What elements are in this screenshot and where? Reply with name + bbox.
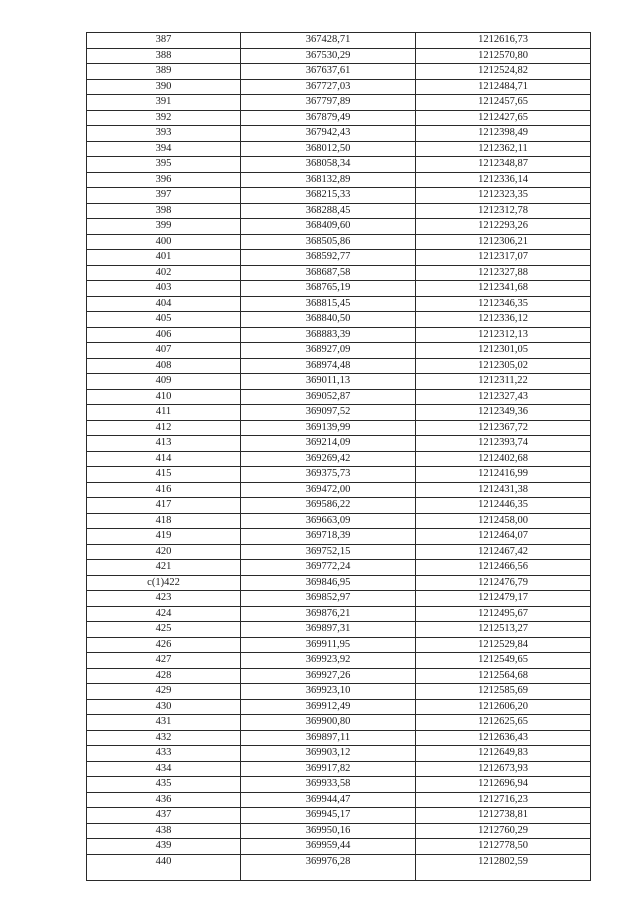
table-row (87, 637, 591, 653)
x-coordinate-cell: 369852,97 (241, 591, 416, 607)
point-number-cell: 392 (87, 110, 241, 126)
table-row (87, 591, 591, 607)
x-coordinate-cell: 369923,92 (241, 653, 416, 669)
coordinates-table-body (87, 33, 591, 881)
table-row (87, 777, 591, 793)
table-row (87, 467, 591, 483)
point-number-cell: 402 (87, 265, 241, 281)
y-coordinate-cell: 1212464,07 (416, 529, 591, 545)
point-number-cell: 432 (87, 730, 241, 746)
table-row (87, 622, 591, 638)
point-number-cell: 436 (87, 792, 241, 808)
table-row (87, 141, 591, 157)
point-number-cell: 401 (87, 250, 241, 266)
y-coordinate-cell: 1212467,42 (416, 544, 591, 560)
y-coordinate-cell: 1212606,20 (416, 699, 591, 715)
x-coordinate-cell: 368132,89 (241, 172, 416, 188)
x-coordinate-cell: 367637,61 (241, 64, 416, 80)
y-coordinate-cell: 1212402,68 (416, 451, 591, 467)
point-number-cell: 393 (87, 126, 241, 142)
point-number-cell: 425 (87, 622, 241, 638)
y-coordinate-cell: 1212495,67 (416, 606, 591, 622)
point-number-cell: 404 (87, 296, 241, 312)
point-number-cell: 426 (87, 637, 241, 653)
table-row (87, 730, 591, 746)
point-number-cell: 412 (87, 420, 241, 436)
point-number-cell: 433 (87, 746, 241, 762)
y-coordinate-cell: 1212306,21 (416, 234, 591, 250)
table-row (87, 653, 591, 669)
point-number-cell: 427 (87, 653, 241, 669)
x-coordinate-cell: 369876,21 (241, 606, 416, 622)
table-row (87, 792, 591, 808)
x-coordinate-cell: 369923,10 (241, 684, 416, 700)
y-coordinate-cell: 1212696,94 (416, 777, 591, 793)
x-coordinate-cell: 369214,09 (241, 436, 416, 452)
y-coordinate-cell: 1212760,29 (416, 823, 591, 839)
y-coordinate-cell: 1212416,99 (416, 467, 591, 483)
point-number-cell: c(1)422 (87, 575, 241, 591)
y-coordinate-cell: 1212524,82 (416, 64, 591, 80)
x-coordinate-cell: 369663,09 (241, 513, 416, 529)
table-row (87, 358, 591, 374)
point-number-cell: 395 (87, 157, 241, 173)
point-number-cell: 398 (87, 203, 241, 219)
point-number-cell: 419 (87, 529, 241, 545)
y-coordinate-cell: 1212398,49 (416, 126, 591, 142)
point-number-cell: 414 (87, 451, 241, 467)
y-coordinate-cell: 1212778,50 (416, 839, 591, 855)
y-coordinate-cell: 1212317,07 (416, 250, 591, 266)
x-coordinate-cell: 369269,42 (241, 451, 416, 467)
y-coordinate-cell: 1212348,87 (416, 157, 591, 173)
point-number-cell: 415 (87, 467, 241, 483)
x-coordinate-cell: 369011,13 (241, 374, 416, 390)
point-number-cell: 413 (87, 436, 241, 452)
table-row (87, 699, 591, 715)
table-row (87, 234, 591, 250)
y-coordinate-cell: 1212513,27 (416, 622, 591, 638)
point-number-cell: 440 (87, 854, 241, 880)
point-number-cell: 435 (87, 777, 241, 793)
y-coordinate-cell: 1212312,78 (416, 203, 591, 219)
y-coordinate-cell: 1212341,68 (416, 281, 591, 297)
y-coordinate-cell: 1212312,13 (416, 327, 591, 343)
point-number-cell: 390 (87, 79, 241, 95)
point-number-cell: 437 (87, 808, 241, 824)
table-row (87, 203, 591, 219)
point-number-cell: 391 (87, 95, 241, 111)
x-coordinate-cell: 369897,31 (241, 622, 416, 638)
x-coordinate-cell: 369375,73 (241, 467, 416, 483)
table-row (87, 79, 591, 95)
point-number-cell: 429 (87, 684, 241, 700)
point-number-cell: 408 (87, 358, 241, 374)
point-number-cell: 421 (87, 560, 241, 576)
x-coordinate-cell: 369944,47 (241, 792, 416, 808)
point-number-cell: 396 (87, 172, 241, 188)
y-coordinate-cell: 1212616,73 (416, 33, 591, 49)
y-coordinate-cell: 1212476,79 (416, 575, 591, 591)
point-number-cell: 434 (87, 761, 241, 777)
point-number-cell: 439 (87, 839, 241, 855)
table-row (87, 498, 591, 514)
x-coordinate-cell: 367530,29 (241, 48, 416, 64)
point-number-cell: 409 (87, 374, 241, 390)
x-coordinate-cell: 368815,45 (241, 296, 416, 312)
table-row (87, 374, 591, 390)
point-number-cell: 397 (87, 188, 241, 204)
table-row (87, 823, 591, 839)
x-coordinate-cell: 368058,34 (241, 157, 416, 173)
x-coordinate-cell: 367942,43 (241, 126, 416, 142)
point-number-cell: 431 (87, 715, 241, 731)
x-coordinate-cell: 369976,28 (241, 854, 416, 880)
table-row (87, 343, 591, 359)
y-coordinate-cell: 1212636,43 (416, 730, 591, 746)
y-coordinate-cell: 1212427,65 (416, 110, 591, 126)
table-row (87, 761, 591, 777)
x-coordinate-cell: 369586,22 (241, 498, 416, 514)
table-row (87, 296, 591, 312)
x-coordinate-cell: 369718,39 (241, 529, 416, 545)
point-number-cell: 423 (87, 591, 241, 607)
table-row (87, 219, 591, 235)
table-row (87, 808, 591, 824)
table-row (87, 389, 591, 405)
y-coordinate-cell: 1212431,38 (416, 482, 591, 498)
y-coordinate-cell: 1212673,93 (416, 761, 591, 777)
x-coordinate-cell: 369927,26 (241, 668, 416, 684)
x-coordinate-cell: 369911,95 (241, 637, 416, 653)
y-coordinate-cell: 1212301,05 (416, 343, 591, 359)
point-number-cell: 388 (87, 48, 241, 64)
y-coordinate-cell: 1212293,26 (416, 219, 591, 235)
y-coordinate-cell: 1212549,65 (416, 653, 591, 669)
y-coordinate-cell: 1212484,71 (416, 79, 591, 95)
point-number-cell: 399 (87, 219, 241, 235)
table-row (87, 482, 591, 498)
x-coordinate-cell: 367797,89 (241, 95, 416, 111)
y-coordinate-cell: 1212323,35 (416, 188, 591, 204)
table-row (87, 606, 591, 622)
table-row (87, 95, 591, 111)
y-coordinate-cell: 1212367,72 (416, 420, 591, 436)
table-row (87, 436, 591, 452)
y-coordinate-cell: 1212802,59 (416, 854, 591, 880)
y-coordinate-cell: 1212349,36 (416, 405, 591, 421)
y-coordinate-cell: 1212327,43 (416, 389, 591, 405)
x-coordinate-cell: 368215,33 (241, 188, 416, 204)
y-coordinate-cell: 1212585,69 (416, 684, 591, 700)
y-coordinate-cell: 1212457,65 (416, 95, 591, 111)
x-coordinate-cell: 368687,58 (241, 265, 416, 281)
table-row (87, 668, 591, 684)
table-row (87, 854, 591, 880)
table-row (87, 513, 591, 529)
point-number-cell: 387 (87, 33, 241, 49)
x-coordinate-cell: 368592,77 (241, 250, 416, 266)
point-number-cell: 403 (87, 281, 241, 297)
x-coordinate-cell: 368927,09 (241, 343, 416, 359)
table-row (87, 529, 591, 545)
y-coordinate-cell: 1212327,88 (416, 265, 591, 281)
table-row (87, 575, 591, 591)
y-coordinate-cell: 1212362,11 (416, 141, 591, 157)
point-number-cell: 430 (87, 699, 241, 715)
table-row (87, 33, 591, 49)
x-coordinate-cell: 369772,24 (241, 560, 416, 576)
point-number-cell: 410 (87, 389, 241, 405)
x-coordinate-cell: 368883,39 (241, 327, 416, 343)
x-coordinate-cell: 369917,82 (241, 761, 416, 777)
table-row (87, 157, 591, 173)
x-coordinate-cell: 367428,71 (241, 33, 416, 49)
table-row (87, 126, 591, 142)
x-coordinate-cell: 369900,80 (241, 715, 416, 731)
point-number-cell: 405 (87, 312, 241, 328)
point-number-cell: 417 (87, 498, 241, 514)
x-coordinate-cell: 369945,17 (241, 808, 416, 824)
table-row (87, 405, 591, 421)
table-row (87, 684, 591, 700)
x-coordinate-cell: 369097,52 (241, 405, 416, 421)
x-coordinate-cell: 369912,49 (241, 699, 416, 715)
point-number-cell: 411 (87, 405, 241, 421)
x-coordinate-cell: 368765,19 (241, 281, 416, 297)
table-row (87, 327, 591, 343)
coordinates-table (86, 32, 591, 881)
x-coordinate-cell: 368012,50 (241, 141, 416, 157)
x-coordinate-cell: 367879,49 (241, 110, 416, 126)
table-row (87, 188, 591, 204)
table-row (87, 172, 591, 188)
x-coordinate-cell: 369933,58 (241, 777, 416, 793)
x-coordinate-cell: 368840,50 (241, 312, 416, 328)
point-number-cell: 438 (87, 823, 241, 839)
table-row (87, 451, 591, 467)
y-coordinate-cell: 1212336,12 (416, 312, 591, 328)
y-coordinate-cell: 1212625,65 (416, 715, 591, 731)
point-number-cell: 418 (87, 513, 241, 529)
y-coordinate-cell: 1212649,83 (416, 746, 591, 762)
y-coordinate-cell: 1212305,02 (416, 358, 591, 374)
y-coordinate-cell: 1212570,80 (416, 48, 591, 64)
point-number-cell: 400 (87, 234, 241, 250)
x-coordinate-cell: 369846,95 (241, 575, 416, 591)
point-number-cell: 406 (87, 327, 241, 343)
table-row (87, 48, 591, 64)
x-coordinate-cell: 369139,99 (241, 420, 416, 436)
table-row (87, 265, 591, 281)
table-row (87, 110, 591, 126)
table-row (87, 250, 591, 266)
y-coordinate-cell: 1212716,23 (416, 792, 591, 808)
y-coordinate-cell: 1212393,74 (416, 436, 591, 452)
point-number-cell: 416 (87, 482, 241, 498)
point-number-cell: 420 (87, 544, 241, 560)
x-coordinate-cell: 369950,16 (241, 823, 416, 839)
table-row (87, 420, 591, 436)
y-coordinate-cell: 1212446,35 (416, 498, 591, 514)
x-coordinate-cell: 368288,45 (241, 203, 416, 219)
table-row (87, 544, 591, 560)
y-coordinate-cell: 1212346,35 (416, 296, 591, 312)
x-coordinate-cell: 369897,11 (241, 730, 416, 746)
x-coordinate-cell: 368409,60 (241, 219, 416, 235)
table-row (87, 715, 591, 731)
point-number-cell: 428 (87, 668, 241, 684)
y-coordinate-cell: 1212529,84 (416, 637, 591, 653)
x-coordinate-cell: 368505,86 (241, 234, 416, 250)
table-row (87, 746, 591, 762)
table-row (87, 312, 591, 328)
y-coordinate-cell: 1212336,14 (416, 172, 591, 188)
y-coordinate-cell: 1212466,56 (416, 560, 591, 576)
x-coordinate-cell: 369472,00 (241, 482, 416, 498)
table-row (87, 560, 591, 576)
x-coordinate-cell: 369752,15 (241, 544, 416, 560)
point-number-cell: 424 (87, 606, 241, 622)
point-number-cell: 394 (87, 141, 241, 157)
table-row (87, 281, 591, 297)
point-number-cell: 389 (87, 64, 241, 80)
x-coordinate-cell: 369903,12 (241, 746, 416, 762)
point-number-cell: 407 (87, 343, 241, 359)
table-row (87, 839, 591, 855)
y-coordinate-cell: 1212738,81 (416, 808, 591, 824)
x-coordinate-cell: 368974,48 (241, 358, 416, 374)
y-coordinate-cell: 1212564,68 (416, 668, 591, 684)
x-coordinate-cell: 369052,87 (241, 389, 416, 405)
y-coordinate-cell: 1212479,17 (416, 591, 591, 607)
y-coordinate-cell: 1212311,22 (416, 374, 591, 390)
x-coordinate-cell: 367727,03 (241, 79, 416, 95)
y-coordinate-cell: 1212458,00 (416, 513, 591, 529)
x-coordinate-cell: 369959,44 (241, 839, 416, 855)
table-row (87, 64, 591, 80)
